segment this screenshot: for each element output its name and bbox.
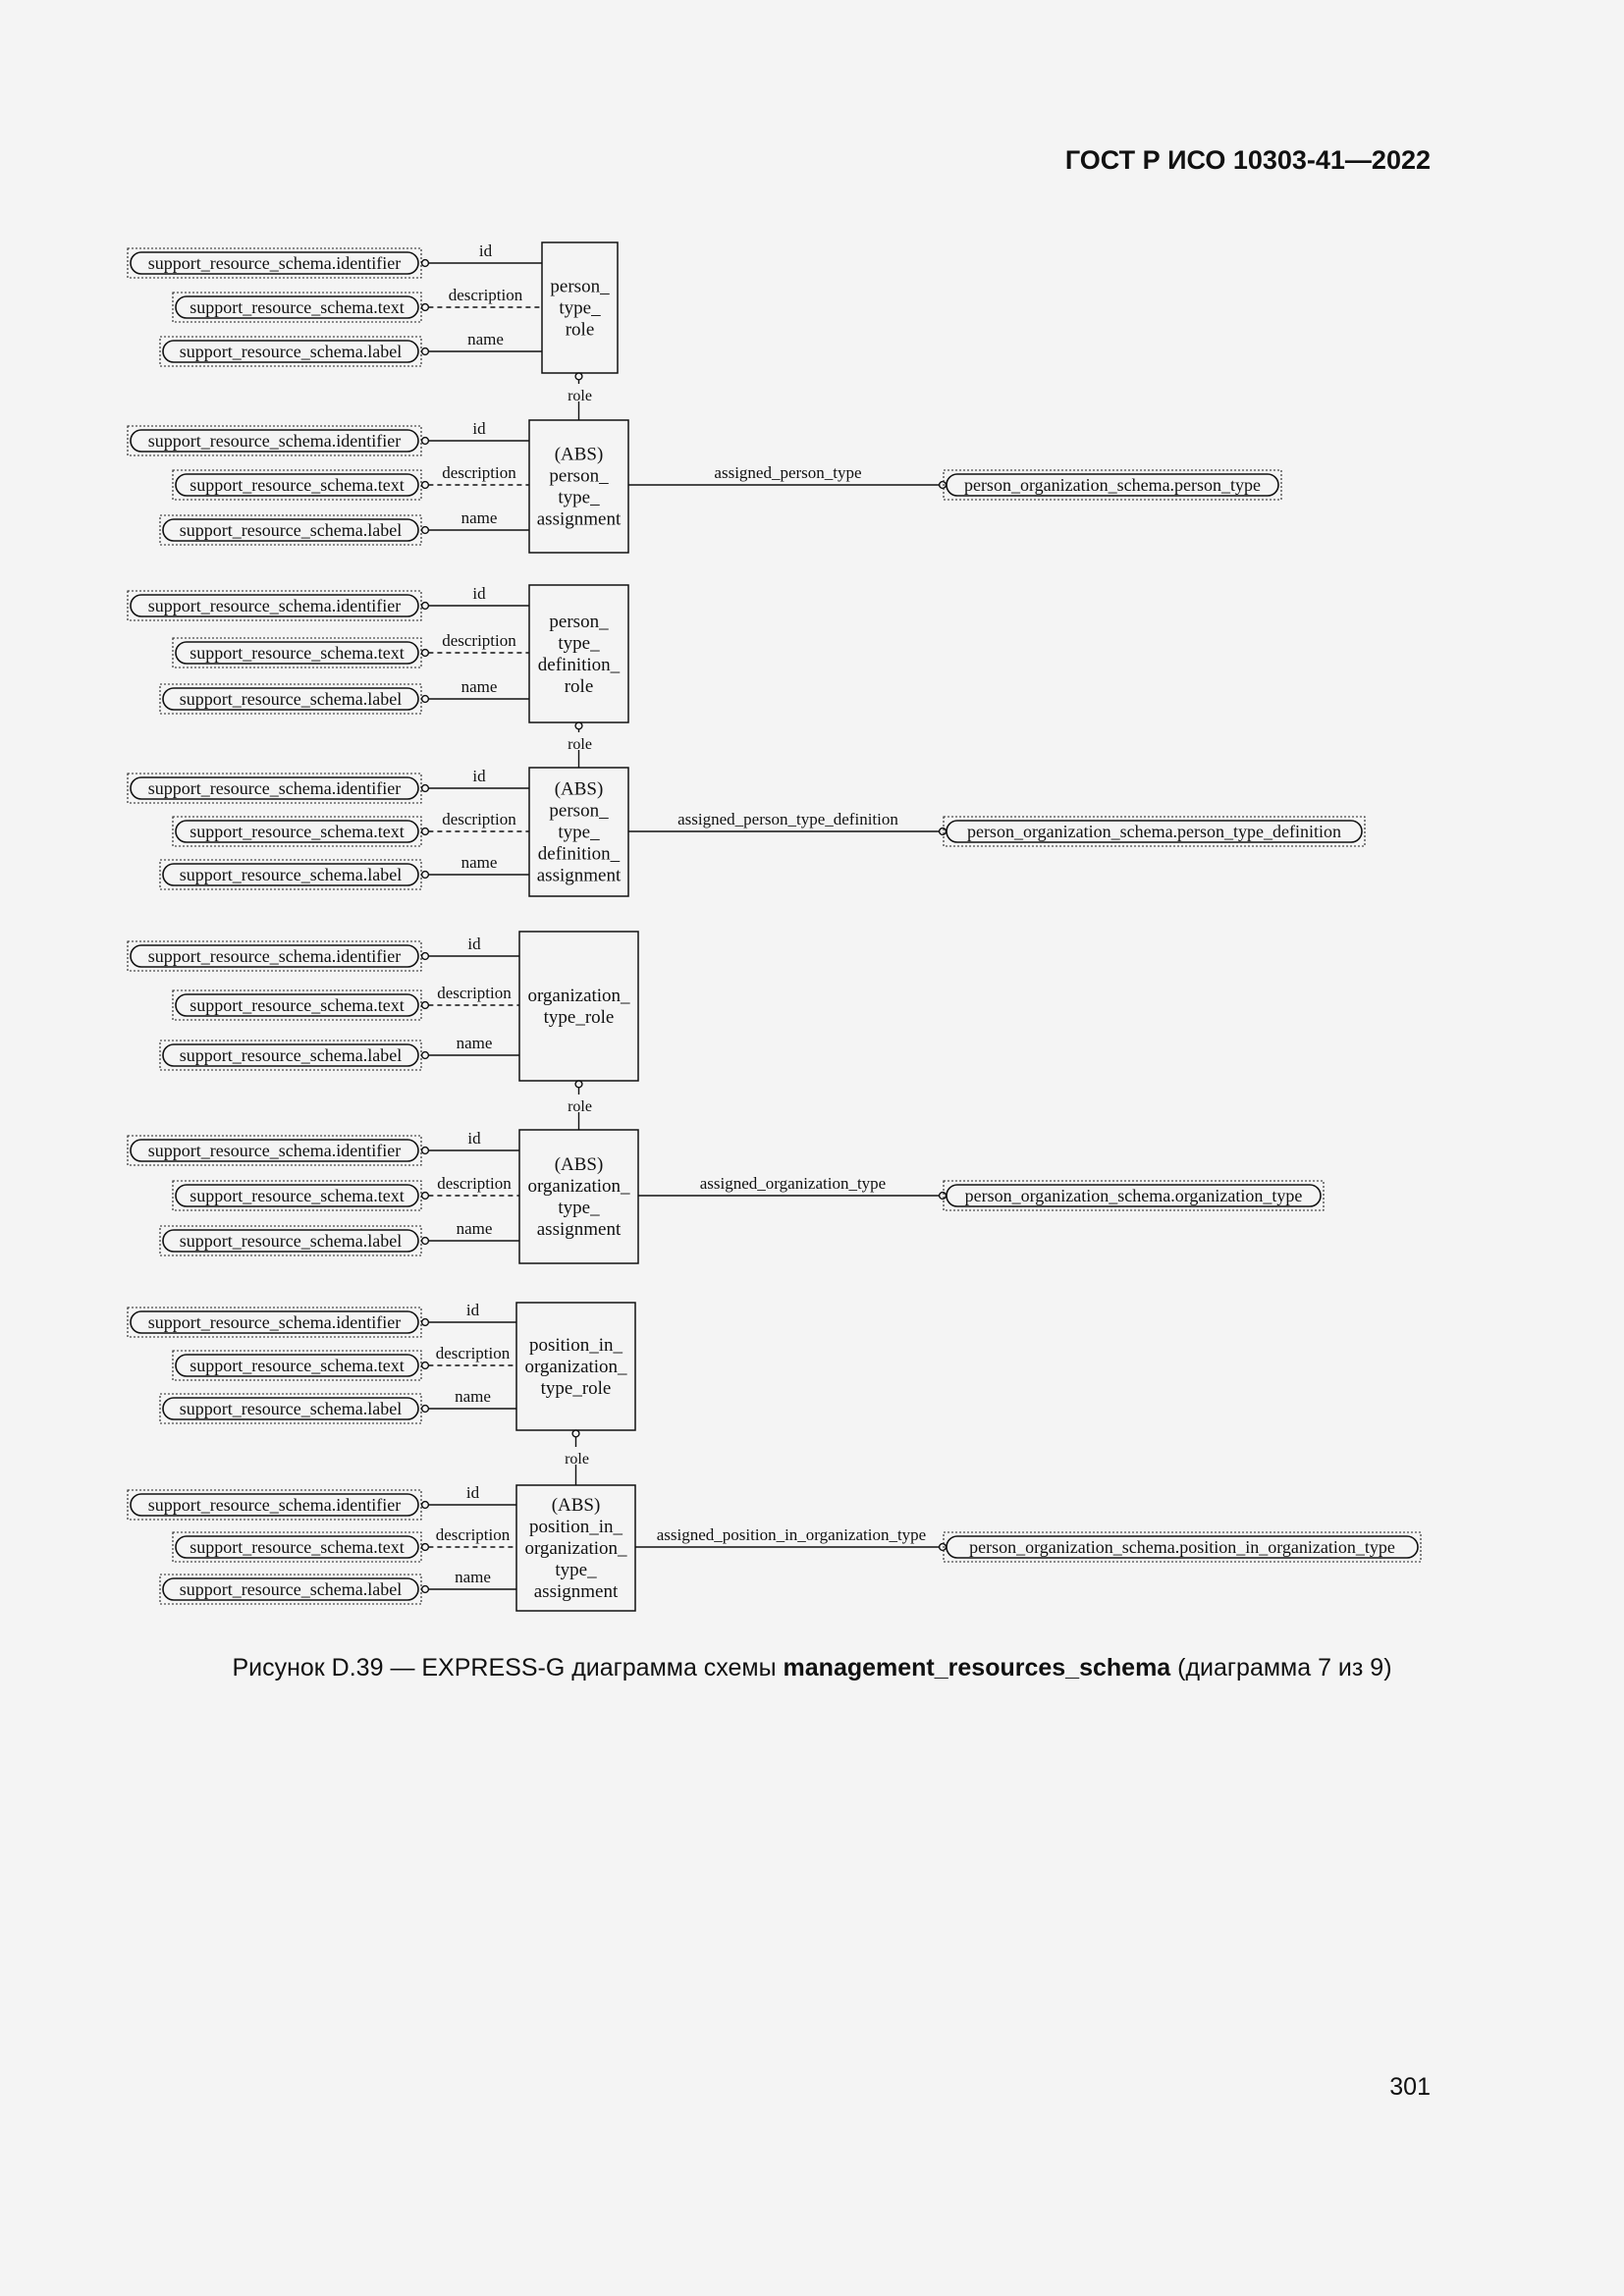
block-4-attr-id-type: [128, 774, 421, 803]
block-2-assigned-circle: [940, 482, 947, 489]
block-2-attr-name-type-label: support_resource_schema.label: [179, 520, 403, 540]
block-4-assigned-target: [944, 817, 1365, 846]
block-5-attr-name-label: name: [456, 1034, 493, 1052]
block-3-attr-name-type-label: support_resource_schema.label: [179, 689, 403, 709]
block-2-attr-id-type: [128, 426, 421, 455]
block-7-attr-description-label: description: [435, 1344, 511, 1362]
caption-prefix: Рисунок D.39 — EXPRESS-G диаграмма схемы: [232, 1654, 784, 1682]
block-3-attr-id-type: [128, 591, 421, 620]
block-3-entity-name-line: role: [564, 676, 594, 697]
block-4-attr-description-circle: [422, 828, 429, 835]
block-4-attr-id-circle: [422, 785, 429, 792]
block-8-role-label: role: [565, 1451, 589, 1468]
block-2-entity-box: [529, 420, 628, 553]
block-3-attr-description-circle: [422, 650, 429, 657]
block-2-assigned-target: [944, 470, 1281, 500]
block-4-attr-id-type-label: support_resource_schema.identifier: [147, 778, 402, 798]
block-3-attr-name-type: [160, 684, 421, 714]
block-4-attr-name-type-label: support_resource_schema.label: [179, 865, 403, 884]
block-6-attr-name-type: [160, 1226, 421, 1255]
block-8-attr-name-circle: [422, 1586, 429, 1593]
block-2-attr-description-label: description: [442, 463, 516, 482]
block-7-entity-name-line: organization_: [524, 1357, 627, 1377]
caption-schema-name: management_resources_schema: [783, 1654, 1171, 1682]
block-6-attr-description-type-label: support_resource_schema.text: [189, 1186, 405, 1205]
block-8-attr-description-type-label: support_resource_schema.text: [189, 1537, 405, 1557]
block-4-entity-name-line: definition_: [537, 843, 621, 865]
block-6-assigned-label: assigned_organization_type: [699, 1174, 887, 1193]
block-7-attr-name-type-label: support_resource_schema.label: [179, 1399, 403, 1418]
block-1-attr-description-circle: [422, 304, 429, 311]
block-2-entity-name-line: assignment: [536, 508, 622, 530]
block-6-entity-name-line: type_: [558, 1198, 600, 1218]
block-8-attr-name-label: name: [455, 1568, 491, 1586]
block-4-entity-name-line: type_: [558, 822, 600, 843]
caption-suffix: (диаграмма 7 из 9): [1170, 1654, 1392, 1682]
block-5-attr-id-label: id: [467, 934, 481, 953]
block-8-attr-description-type: [173, 1532, 421, 1562]
block-2-attr-name-type: [160, 515, 421, 545]
block-8-entity-name-line: organization_: [524, 1538, 627, 1559]
block-5-attr-description-label: description: [437, 984, 512, 1002]
block-6-attr-id-circle: [422, 1148, 429, 1154]
block-5-entity-name-line: type_role: [543, 1007, 615, 1028]
block-4-assigned-label: assigned_person_type_definition: [677, 810, 898, 828]
block-6-attr-id-label: id: [467, 1129, 481, 1148]
block-8-attr-id-circle: [422, 1502, 429, 1509]
block-8-attr-id-type-label: support_resource_schema.identifier: [147, 1495, 402, 1515]
block-6-entity-name-line: (ABS): [554, 1154, 604, 1175]
block-4-attr-name-type: [160, 860, 421, 889]
block-5-attr-id-circle: [422, 953, 429, 960]
block-6-entity-name-line: assignment: [536, 1219, 622, 1240]
block-8-attr-name-type-label: support_resource_schema.label: [179, 1579, 403, 1599]
block-1-attr-name-type: [160, 337, 421, 366]
block-7-attr-description-type: [173, 1351, 421, 1380]
block-8-attr-id-type: [128, 1490, 421, 1520]
block-1-attr-description-label: description: [448, 286, 523, 304]
block-6-entity-name-line: organization_: [527, 1176, 630, 1197]
block-1-attr-id-label: id: [478, 241, 493, 260]
block-2-attr-description-type-label: support_resource_schema.text: [189, 475, 405, 495]
block-2-attr-name-circle: [422, 527, 429, 534]
block-5-attr-id-type-label: support_resource_schema.identifier: [147, 946, 402, 966]
block-7-attr-id-circle: [422, 1319, 429, 1326]
block-2-attr-description-circle: [422, 482, 429, 489]
block-2-attr-id-circle: [422, 438, 429, 445]
block-7-attr-id-type: [128, 1308, 421, 1337]
block-4-attr-name-circle: [422, 872, 429, 879]
block-7-attr-name-type: [160, 1394, 421, 1423]
block-6-assigned-target: [944, 1181, 1324, 1210]
block-5-attr-name-type-label: support_resource_schema.label: [179, 1045, 403, 1065]
block-6-attr-id-type: [128, 1136, 421, 1165]
block-8-assigned-label: assigned_position_in_organization_type: [656, 1525, 927, 1544]
page-number: 301: [1389, 2073, 1431, 2101]
block-6-attr-description-type: [173, 1181, 421, 1210]
block-1-attr-id-type: [128, 248, 421, 278]
block-6-role-label: role: [568, 1098, 592, 1115]
block-3-attr-name-circle: [422, 696, 429, 703]
block-6-attr-name-circle: [422, 1238, 429, 1245]
block-4-attr-id-label: id: [472, 767, 486, 785]
block-5-entity-name-line: organization_: [527, 986, 630, 1006]
block-1-attr-id-type-label: support_resource_schema.identifier: [147, 253, 402, 273]
block-1-attr-description-type-label: support_resource_schema.text: [189, 297, 405, 317]
block-4-entity-name-line: assignment: [536, 865, 622, 886]
block-7-attr-description-circle: [422, 1362, 429, 1369]
block-8-attr-name-type: [160, 1575, 421, 1604]
block-5-attr-description-type-label: support_resource_schema.text: [189, 995, 405, 1015]
block-2-entity-name-line: type_: [558, 487, 600, 508]
block-1-entity-name-line: role: [565, 319, 595, 341]
block-4-attr-description-type-label: support_resource_schema.text: [189, 822, 405, 841]
block-6-attr-name-label: name: [456, 1219, 493, 1238]
block-7-attr-name-label: name: [455, 1387, 491, 1406]
block-5-attr-name-type: [160, 1041, 421, 1070]
block-6-entity-box: [519, 1130, 638, 1263]
block-3-attr-description-label: description: [442, 631, 516, 650]
block-5-attr-description-type: [173, 990, 421, 1020]
block-3-attr-id-label: id: [472, 584, 486, 603]
block-2-entity-name-line: person_: [549, 465, 609, 487]
block-2-assigned-label: assigned_person_type: [714, 463, 862, 482]
block-1-entity-name-line: person_: [550, 276, 610, 297]
block-1-attr-name-label: name: [467, 330, 504, 348]
block-2-assigned-target-label: person_organization_schema.person_type: [963, 475, 1262, 495]
block-1-attr-id-circle: [422, 260, 429, 267]
block-3-attr-description-type: [173, 638, 421, 667]
block-8-entity-name-line: (ABS): [551, 1495, 601, 1516]
block-5-attr-id-type: [128, 941, 421, 971]
block-4-entity-name-line: (ABS): [554, 778, 604, 800]
block-1-entity-name-line: type_: [559, 297, 601, 319]
block-3-attr-description-type-label: support_resource_schema.text: [189, 643, 405, 663]
block-8-attr-id-label: id: [465, 1483, 480, 1502]
block-1-attr-name-type-label: support_resource_schema.label: [179, 342, 403, 361]
block-8-attr-description-circle: [422, 1544, 429, 1551]
block-6-attr-id-type-label: support_resource_schema.identifier: [147, 1141, 402, 1160]
block-3-attr-name-label: name: [460, 677, 498, 696]
block-8-entity-name-line: type_: [555, 1560, 597, 1580]
block-4-assigned-target-label: person_organization_schema.person_type_definition: [966, 822, 1342, 841]
figure-caption: [0, 1654, 1624, 1682]
block-5-attr-description-circle: [422, 1002, 429, 1009]
block-2-attr-description-type: [173, 470, 421, 500]
block-7-attr-id-type-label: support_resource_schema.identifier: [147, 1312, 402, 1332]
block-3-entity-name-line: definition_: [537, 655, 621, 675]
block-6-attr-description-circle: [422, 1193, 429, 1200]
block-4-role-label: role: [568, 736, 592, 753]
block-2-attr-id-label: id: [472, 419, 486, 438]
block-3-entity-name-line: type_: [558, 633, 600, 654]
block-2-role-circle: [575, 373, 582, 380]
block-4-role-circle: [575, 722, 582, 729]
block-3-attr-id-circle: [422, 603, 429, 610]
block-7-attr-name-circle: [422, 1406, 429, 1413]
block-2-attr-name-label: name: [460, 508, 498, 527]
block-3-attr-id-type-label: support_resource_schema.identifier: [147, 596, 402, 615]
block-2-role-label: role: [568, 388, 592, 404]
block-6-attr-name-type-label: support_resource_schema.label: [179, 1231, 403, 1251]
block-4-attr-description-type: [173, 817, 421, 846]
block-8-assigned-circle: [940, 1544, 947, 1551]
block-8-entity-name-line: assignment: [533, 1581, 619, 1602]
block-8-attr-description-label: description: [435, 1525, 511, 1544]
block-7-entity-name-line: position_in_: [528, 1335, 623, 1356]
block-7-entity-name-line: type_role: [540, 1378, 612, 1399]
block-1-attr-description-type: [173, 293, 421, 322]
document-header: ГОСТ Р ИСО 10303-41—2022: [1064, 145, 1431, 175]
block-3-entity-name-line: person_: [549, 612, 609, 632]
block-4-assigned-circle: [940, 828, 947, 835]
block-5-attr-name-circle: [422, 1052, 429, 1059]
block-5-entity-box: [519, 932, 638, 1081]
block-4-attr-name-label: name: [460, 853, 498, 872]
block-8-entity-name-line: position_in_: [528, 1517, 623, 1537]
block-1-attr-name-circle: [422, 348, 429, 355]
block-4-entity-name-line: person_: [549, 800, 609, 822]
block-8-assigned-target-label: person_organization_schema.position_in_organization_type: [969, 1537, 1395, 1557]
block-6-assigned-target-label: person_organization_schema.organization_type: [964, 1186, 1303, 1205]
block-8-assigned-target: [944, 1532, 1421, 1562]
block-4-attr-description-label: description: [442, 810, 516, 828]
block-7-attr-id-label: id: [465, 1301, 480, 1319]
block-6-attr-description-label: description: [437, 1174, 512, 1193]
block-6-assigned-circle: [940, 1193, 947, 1200]
block-2-attr-id-type-label: support_resource_schema.identifier: [147, 431, 402, 451]
block-6-role-circle: [575, 1081, 582, 1088]
block-2-entity-name-line: (ABS): [554, 444, 604, 465]
block-7-attr-description-type-label: support_resource_schema.text: [189, 1356, 405, 1375]
block-8-role-circle: [572, 1430, 579, 1437]
block-3-entity-box: [529, 585, 628, 722]
